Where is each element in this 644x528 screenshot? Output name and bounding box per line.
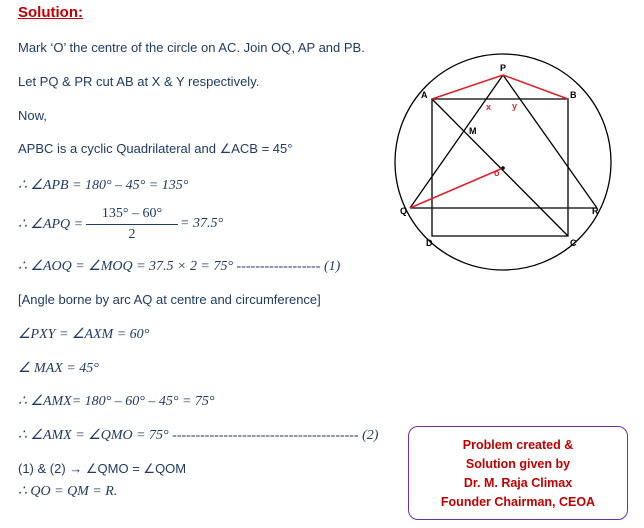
line-ap [432,75,503,99]
credit-line-3: Dr. M. Raja Climax [463,476,573,490]
text-line-13: (1) & (2) → ∠QMO = ∠QOM [18,461,187,476]
label-m: M [469,126,477,136]
text-line-11: ∴ ∠AMX= 180° – 60° – 45° = 75° [18,394,215,409]
solution-heading: Solution: [18,4,83,21]
label-y: y [512,101,518,111]
label-c: C [570,238,577,248]
credit-box [408,426,628,520]
fraction-numerator: 135° – 60° [101,206,163,221]
label-d: D [426,238,433,248]
text-line-5: ∴ ∠APB = 180° – 45° = 135° [18,178,189,193]
credit-line-4: Founder Chairman, CEOA [440,495,596,509]
label-p: P [500,63,507,73]
label-a: A [421,90,428,100]
diagonal-ac [432,99,568,236]
point-o [501,166,505,170]
text-line-10: ∠ MAX = 45° [18,361,99,376]
text-line-1: Mark ‘O’ the centre of the circle on AC. Join OQ, AP and PB. [18,40,365,55]
label-r: R [592,206,599,216]
text-line-14: ∴ QO = QM = R. [18,484,118,499]
text-line-4: APBC is a cyclic Quadrilateral and ∠ACB = 45° [18,141,293,156]
text-line-6-lhs: ∴ ∠APQ = [18,217,84,232]
fraction-denominator: 2 [128,227,136,242]
text-line-2: Let PQ & PR cut AB at X & Y respectively. [18,74,260,89]
label-x: x [486,102,492,112]
text-line-9: ∠PXY = ∠AXM = 60° [18,327,150,342]
text-line-3: Now, [18,108,47,123]
text-line-12: ∴ ∠AMX = ∠QMO = 75° ---------------------------------------- (2) [18,428,379,443]
credit-line-1: Problem created & [462,438,574,452]
credit-line-2: Solution given by [465,457,571,471]
label-o: o [494,168,500,178]
line-pr [503,75,597,208]
text-line-6-rhs: = 37.5° [180,216,224,231]
line-pb [503,75,568,99]
text-line-8: [Angle borne by arc AQ at centre and circumference] [18,292,321,307]
text-line-7: ∴ ∠AOQ = ∠MOQ = 37.5 × 2 = 75° ------------------ (1) [18,259,341,274]
label-b: B [570,90,577,100]
label-q: Q [400,206,408,216]
